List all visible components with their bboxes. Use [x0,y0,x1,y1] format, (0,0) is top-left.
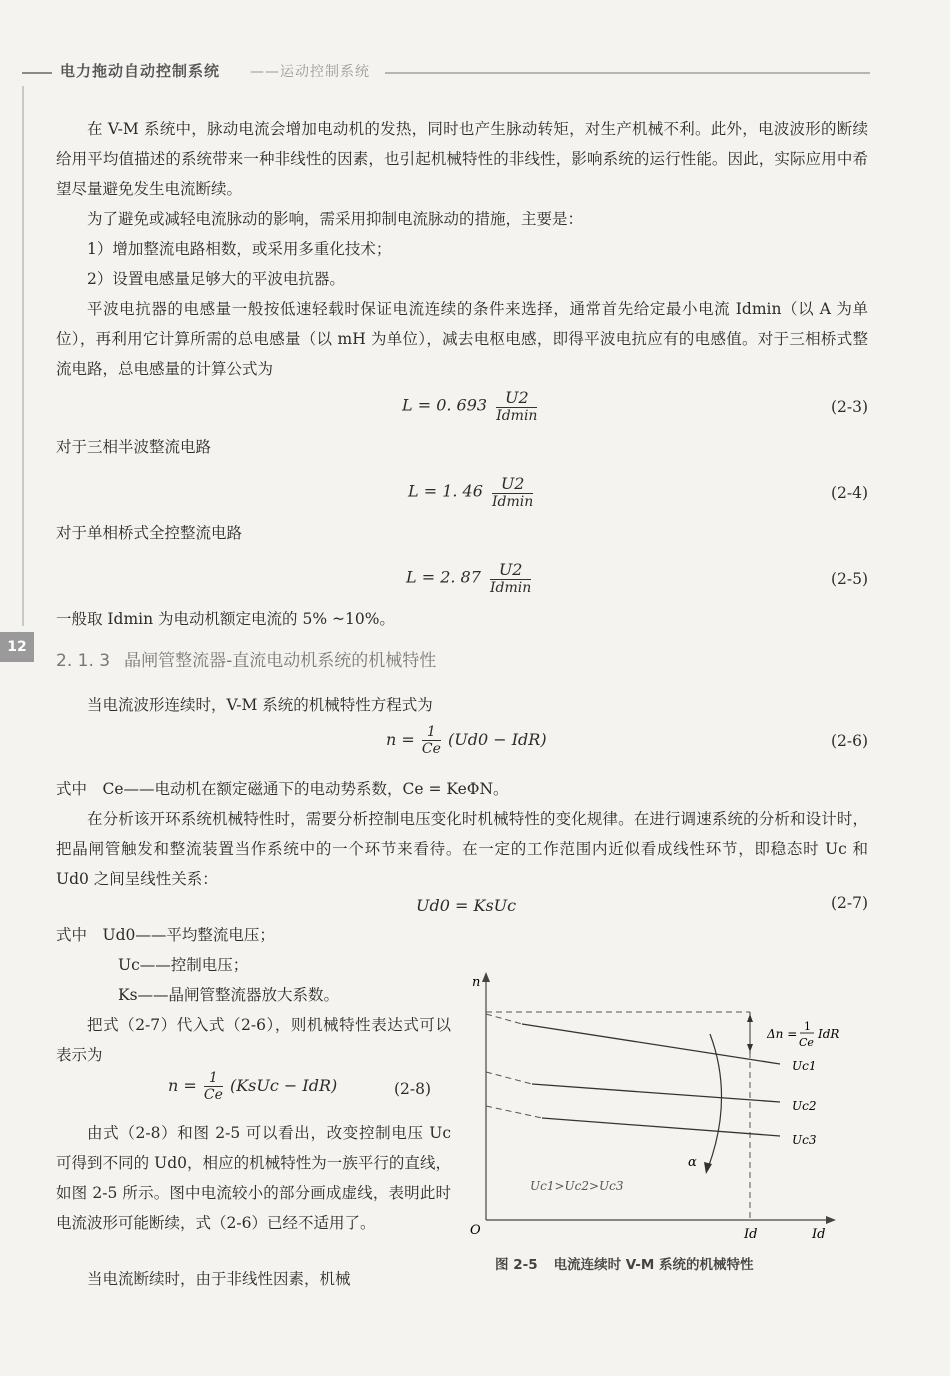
equation-number: (2-4) [830,484,868,502]
curve-uc3-label: Uc3 [792,1133,817,1147]
paragraph: 在分析该开环系统机械特性时，需要分析控制电压变化时机械特性的变化规律。在进行调速系统的分析和设计时，把晶闸管触发和整流装置当作系统中的一个环节来看待。在一定的工作范围内近似看成线性环节，即稳态时 Uc 和 Ud0 之间呈线性关系： [56,810,868,888]
equation-numerator: U2 [496,388,537,408]
figure-caption-text: 电流连续时 V-M 系统的机械特性 [553,1257,754,1273]
section-number: 2. 1. 3 [56,651,111,671]
equation-denominator: Idmin [492,494,534,510]
equation [406,560,531,596]
header-subtitle: ——运动控制系统 [250,64,370,80]
page-number: 12 [0,632,34,662]
equation-lhs: L = 1. 46 [408,481,483,501]
equation-denominator: Idmin [490,580,532,596]
alpha-arrow-head [704,1162,712,1174]
paragraph: 由式（2-8）和图 2-5 可以看出，改变控制电压 Uc 可得到不同的 Ud0，相应的机械特性为一族平行的直线，如图 2-5 所示。图中电流较小的部分画成虚线，表明此时电流波形可能断续，式（2-6）已经不适用了。 [56,1124,451,1232]
paragraph: 对于三相半波整流电路 [56,438,212,456]
curve-uc1-dashed [486,1014,522,1024]
equation-numerator: 1 [422,724,441,741]
list-item: 2）设置电感量足够大的平波电抗器。 [87,270,345,288]
delta-n-denominator: Ce [799,1036,814,1049]
curve-uc2-dashed [486,1072,532,1084]
margin-bar [22,86,24,626]
equation-numerator: U2 [490,560,531,580]
delta-n-tail: IdR [818,1027,840,1041]
equation-number: (2-6) [830,732,868,750]
curve-uc3 [542,1118,780,1136]
equation [386,724,547,757]
definition: Uc——控制电压； [118,956,249,974]
equation-numerator: 1 [204,1070,223,1087]
curve-uc1-label: Uc1 [792,1059,817,1073]
equation [402,388,537,424]
x-axis-label: Id [812,1227,826,1242]
equation-number: (2-8) [394,1080,432,1098]
equation-number: (2-3) [830,398,868,416]
origin-label: O [470,1223,481,1238]
paragraph: 对于单相桥式全控整流电路 [56,524,243,542]
voltage-relation: Uc1>Uc2>Uc3 [530,1179,624,1193]
paragraph: 一般取 Idmin 为电动机额定电流的 5% ~10%。 [56,610,395,628]
figure-caption [495,1253,754,1273]
delta-n-label: Δn = [767,1027,798,1041]
equation-number: (2-7) [830,894,868,912]
paragraph: 当电流波形连续时，V-M 系统的机械特性方程式为 [87,696,433,714]
y-axis-label: n [472,975,481,990]
x-axis-arrow [826,1216,836,1224]
definition: Ks——晶闸管整流器放大系数。 [118,986,340,1004]
equation-number: (2-5) [830,570,868,588]
curve-uc1 [522,1024,780,1064]
figure-2-5 [462,968,867,1278]
equation-lhs: n = [386,730,415,749]
paragraph: 为了避免或减轻电流脉动的影响，需采用抑制电流脉动的措施，主要是： [87,210,584,228]
equation-numerator: U2 [492,474,533,494]
delta-n-numerator: 1 [804,1020,811,1033]
equation-lhs: L = 2. 87 [406,567,481,587]
equation-rhs: (KsUc − IdR) [229,1076,338,1095]
equation-denominator: Ce [203,1087,223,1103]
equation-denominator: Idmin [496,408,538,424]
running-header [0,58,950,88]
definition: 式中 Ce——电动机在额定磁通下的电动势系数，Ce = KeΦN。 [56,780,509,798]
paragraph: 把式（2-7）代入式（2-6），则机械特性表达式可以表示为 [56,1016,451,1064]
section-title: 晶闸管整流器-直流电动机系统的机械特性 [124,651,437,671]
rated-current-tick: Id [744,1227,758,1242]
equation-rhs: (Ud0 − IdR) [447,730,547,749]
curve-uc3-dashed [486,1106,542,1118]
equation-lhs: L = 0. 693 [402,395,488,415]
alpha-label: α [688,1155,697,1170]
delta-n-arrow-up [747,1014,753,1022]
equation [408,474,533,510]
equation-denominator: Ce [421,741,441,757]
list-item: 1）增加整流电路相数，或采用多重化技术； [87,240,392,258]
y-axis-arrow [482,972,490,982]
curve-uc2 [532,1084,780,1102]
figure-caption-label: 图 2-5 [495,1257,538,1273]
paragraph: 当电流断续时，由于非线性因素，机械 [87,1270,351,1288]
header-title: 电力拖动自动控制系统 [60,62,221,80]
header-dash [22,72,52,74]
delta-n-arrow-down [747,1044,753,1052]
definition: 式中 Ud0——平均整流电压； [56,926,275,944]
equation [168,1070,337,1103]
header-rule [385,72,870,74]
section-heading [56,646,436,671]
equation: Ud0 = KsUc [416,896,517,915]
paragraph: 平波电抗器的电感量一般按低速轻载时保证电流连续的条件来选择，通常首先给定最小电流 Idmin（以 A 为单位），再利用它计算所需的总电感量（以 mH 为单位），减去电枢电感，即得平波电抗应有的电感值。对于三相桥式整流电路，总电感量的计算公式为 [56,300,868,378]
curve-uc2-label: Uc2 [792,1099,817,1113]
equation-lhs: n = [168,1076,197,1095]
paragraph: 在 V-M 系统中，脉动电流会增加电动机的发热，同时也产生脉动转矩，对生产机械不利。此外，电波波形的断续给用平均值描述的系统带来一种非线性的因素，也引起机械特性的非线性，影响系统的运行性能。因此，实际应用中希望尽量避免发生电流断续。 [56,120,868,198]
